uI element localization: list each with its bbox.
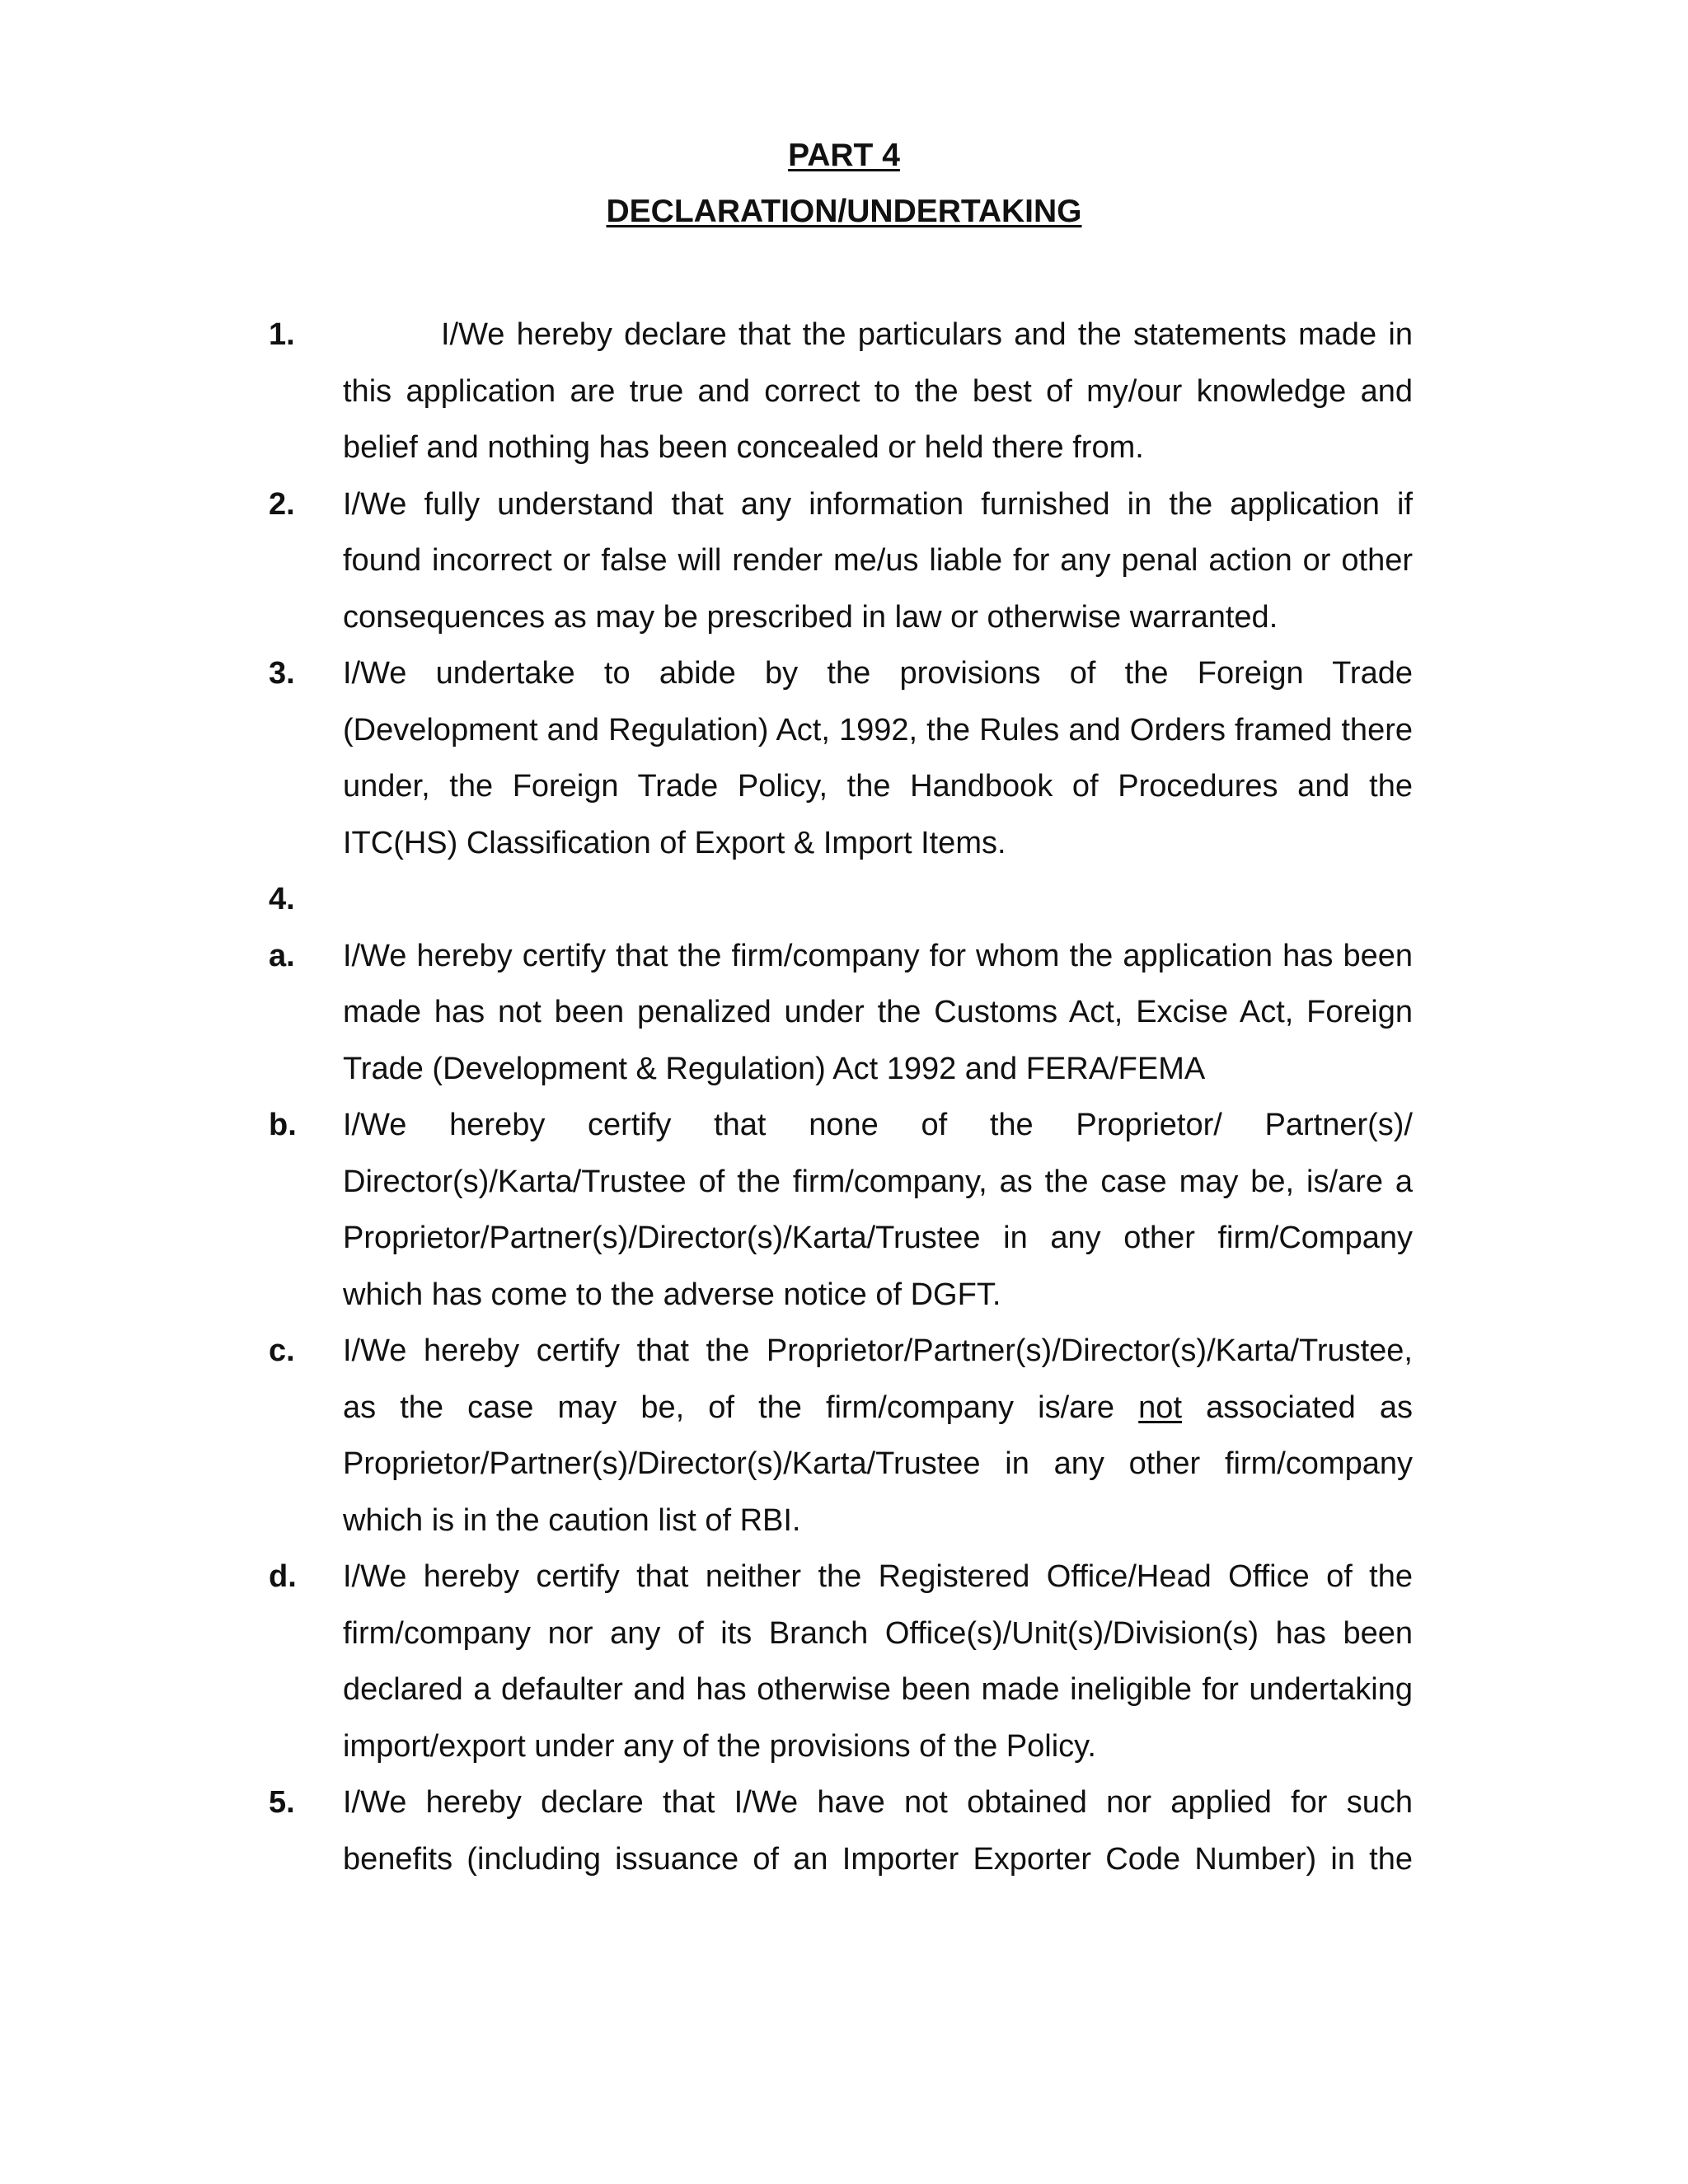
item-text-before: I/We hereby certify that the Proprietor/Partner(s)/Director(s)/Karta/Trustee, as the case may be, of the firm/company is/are [343,1333,1413,1425]
declaration-list [0,307,1688,1887]
item-text [343,1323,1413,1549]
item-marker: 5. [269,1785,295,1820]
item-marker: b. [269,1108,297,1142]
item-text: I/We fully understand that any information furnished in the application if found incorrect or false will render me/us liable for any penal action or other consequences as may be prescribed in law or otherwise warranted. [343,486,1413,635]
declaration-item-2 [0,476,1688,646]
item-marker: a. [269,938,295,973]
item-marker: 4. [269,882,295,916]
item-marker: c. [269,1333,295,1368]
declaration-item-4 [0,871,1688,928]
item-text: I/We hereby certify that neither the Registered Office/Head Office of the firm/company nor any of its Branch Office(s)/Unit(s)/Division(s) has been declared a defaulter and has otherwise been made ineligible for undertaking import/export under any of the provisions of the Policy. [343,1559,1413,1764]
declaration-item-4a [0,928,1688,1098]
item-text-underlined: not [1138,1390,1182,1425]
item-marker: 3. [269,656,295,691]
declaration-item-5 [0,1774,1688,1887]
item-text: I/We hereby declare that I/We have not obtained nor applied for such benefits (including issuance of an Importer Exporter Code Number) in the [343,1785,1413,1877]
item-marker: 1. [269,317,295,352]
item-text-after: associated as Proprietor/Partner(s)/Director(s)/Karta/Trustee in any other firm/company which is in the caution list of RBI. [343,1390,1413,1538]
item-marker: 2. [269,486,295,522]
section-title: DECLARATION/UNDERTAKING [606,194,1082,229]
item-text [343,871,1413,928]
item-marker: d. [269,1559,297,1594]
item-text: I/We undertake to abide by the provisions of the Foreign Trade (Development and Regulation) Act, 1992, the Rules and Orders framed there under, the Foreign Trade Policy, the Handbook of Procedures and the ITC(HS) Classification of Export & Import Items. [343,656,1413,860]
declaration-item-1 [0,307,1688,476]
declaration-item-4b [0,1097,1688,1323]
declaration-item-4d [0,1549,1688,1774]
part-title: PART 4 [788,138,900,173]
item-text: I/We hereby certify that none of the Proprietor/ Partner(s)/ Director(s)/Karta/Trustee of the firm/company, as the case may be, is/are a Proprietor/Partner(s)/Director(s)/Karta/Trustee in any other firm/Company which has come to the adverse notice of DGFT. [343,1108,1413,1312]
item-text: I/We hereby declare that the particulars and the statements made in this application are true and correct to the best of my/our knowledge and belief and nothing has been concealed or held there from. [343,317,1413,465]
declaration-item-4c [0,1323,1688,1549]
item-text: I/We hereby certify that the firm/company for whom the application has been made has not been penalized under the Customs Act, Excise Act, Foreign Trade (Development & Regulation) Act 1992 and FERA/FEMA [343,938,1413,1086]
declaration-item-3 [0,645,1688,871]
